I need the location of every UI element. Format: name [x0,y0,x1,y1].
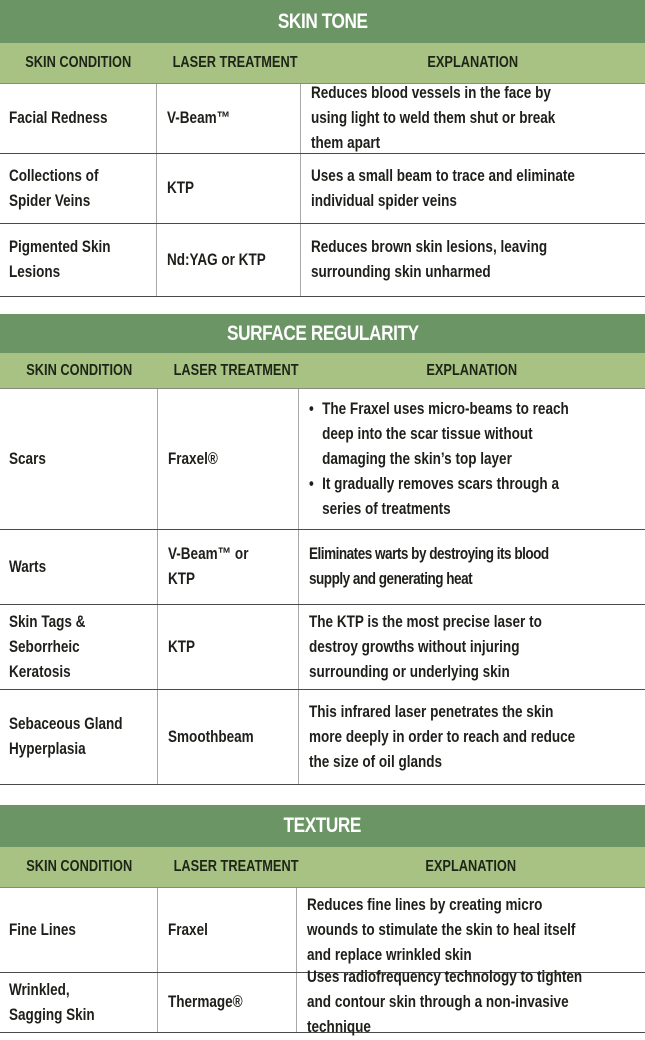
treatment-cell: V-Beam™ or KTP [158,530,299,604]
condition-cell: Warts [0,530,158,604]
column-header-explanation: EXPLANATION [427,54,519,71]
explanation-cell: Reduces blood vessels in the face by using light to weld them shut or break them apart [311,84,556,152]
section-title [0,805,645,847]
table-row [0,224,645,297]
treatment-cell: KTP [158,605,299,689]
condition-cell: Sebaceous Gland Hyperplasia [0,690,158,784]
treatment-cell: Smoothbeam [158,690,299,784]
table-row [0,690,645,785]
column-header-row [0,43,645,84]
explanation-cell: Reduces brown skin lesions, leaving surrounding skin unharmed [311,238,548,281]
column-header-laser-treatment: LASER TREATMENT [173,361,299,379]
column-header-row [0,847,645,888]
condition-cell: Collections of Spider Veins [0,154,157,223]
column-header-skin-condition: SKIN CONDITION [26,858,132,875]
condition-cell: Pigmented Skin Lesions [0,224,157,296]
table-row [0,888,645,973]
treatment-cell: Fraxel [158,888,297,972]
section-title-text: SKIN TONE [277,9,368,33]
column-header-laser-treatment: LASER TREATMENT [172,54,298,71]
table-row [0,968,645,1036]
treatment-cell: KTP [157,154,301,223]
column-header-explanation: EXPLANATION [426,361,518,379]
section-title [0,314,645,353]
treatment-cell: V-Beam™ [157,84,301,153]
column-header-skin-condition: SKIN CONDITION [25,54,132,71]
table-row [0,84,645,154]
explanation-cell [299,389,645,529]
explanation-cell: Reduces fine lines by creating micro wounds to stimulate the skin to heal itself and replace wrinkled skin [307,895,576,964]
column-header-skin-condition: SKIN CONDITION [26,361,132,379]
section-title-text: TEXTURE [283,814,362,837]
section-title-text: SURFACE REGULARITY [226,321,419,345]
bullet-item: • It gradually removes scars through a series of treatments [309,472,585,522]
treatment-cell: Nd:YAG or KTP [157,224,301,296]
table-row [0,389,645,530]
table-row [0,605,645,690]
explanation-bullet-list [309,397,585,522]
explanation-cell: The KTP is the most precise laser to destroy growths without injuring surrounding or underlying skin [309,612,542,681]
explanation-cell: This infrared laser penetrates the skin more deeply in order to reach and reduce the size of oil glands [309,702,576,771]
treatment-cell: Thermage® [158,973,297,1032]
condition-cell: Wrinkled, Sagging Skin [0,973,158,1032]
section-texture [0,805,645,1036]
table-row [0,530,645,605]
explanation-cell: Uses a small beam to trace and eliminate individual spider veins [311,166,575,210]
column-header-laser-treatment: LASER TREATMENT [173,858,299,875]
section-surface-regularity [0,314,645,785]
column-header-row [0,353,645,389]
explanation-cell: Uses radiofrequency technology to tighten and contour skin through a non-invasive technique [307,968,583,1036]
bullet-item: • The Fraxel uses micro-beams to reach deep into the scar tissue without damaging the skin’s top layer [309,397,585,472]
explanation-cell: Eliminates warts by destroying its blood supply and generating heat [309,545,549,588]
condition-cell: Skin Tags & Seborrheic Keratosis [0,605,158,689]
condition-cell: Facial Redness [0,84,157,153]
table-row [0,154,645,224]
condition-cell: Scars [0,389,158,529]
section-skin-tone [0,0,645,297]
treatment-cell: Fraxel® [158,389,299,529]
column-header-explanation: EXPLANATION [425,858,517,875]
section-title [0,0,645,43]
condition-cell: Fine Lines [0,888,158,972]
